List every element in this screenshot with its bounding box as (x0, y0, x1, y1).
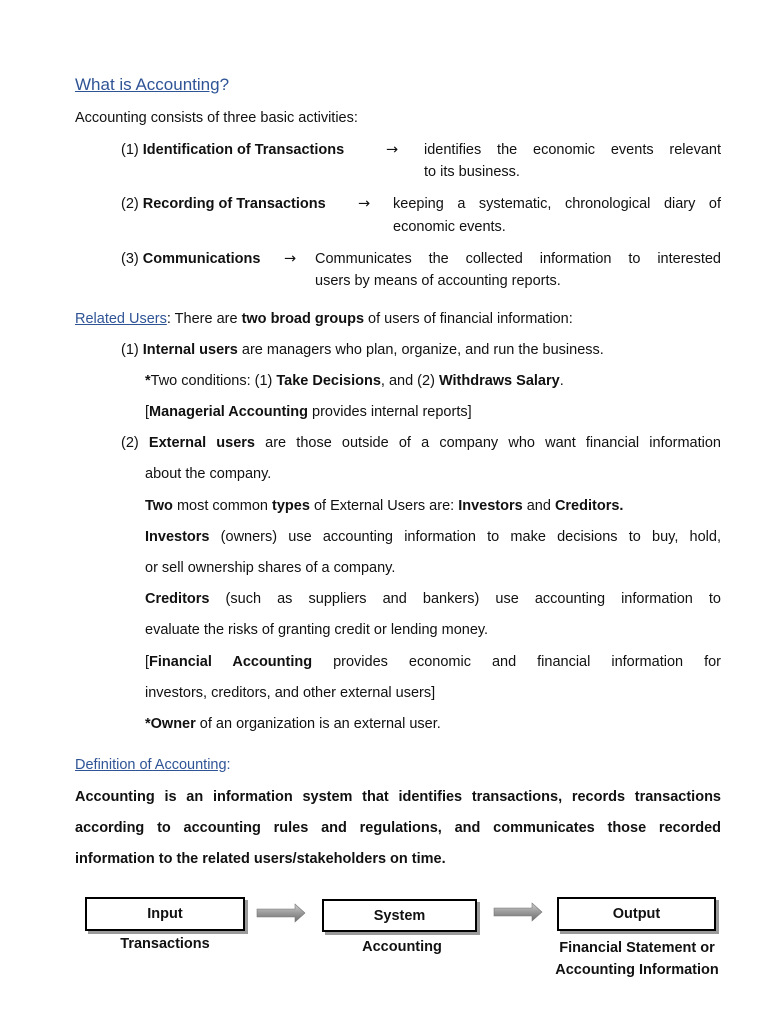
external-users-line: (2) External users are those outside of a company who want financial information (121, 435, 721, 451)
title-link: What is Accounting (75, 75, 220, 94)
financial-accounting-note: [Financial Accounting provides economic and financial information for (145, 654, 721, 670)
output-caption-1: Financial Statement or (559, 940, 715, 956)
investors-line-cont: or sell ownership shares of a company. (145, 560, 396, 576)
activity-3-term: (3) Communications (121, 251, 261, 267)
input-box: Input (85, 897, 245, 931)
definition-line-3: information to the related users/stakeholders on time. (75, 851, 446, 867)
creditors-line-cont: evaluate the risks of granting credit or lending money. (145, 622, 489, 638)
creditors-line: Creditors (such as suppliers and bankers) use accounting information to (145, 591, 721, 607)
financial-accounting-note-cont: investors, creditors, and other external users] (145, 685, 436, 701)
activity-3-desc-cont: users by means of accounting reports. (315, 273, 561, 289)
activity-2-desc-cont: economic events. (393, 219, 506, 235)
external-users-line-cont: about the company. (145, 466, 272, 482)
definition-line-1: Accounting is an information system that identifies transactions, records transactions (75, 789, 721, 805)
internal-users-line: (1) Internal users are managers who plan, organize, and run the business. (121, 342, 604, 358)
definition-heading: Definition of Accounting (75, 757, 227, 773)
output-box: Output (557, 897, 716, 931)
arrow-icon: → (284, 251, 297, 267)
managerial-accounting-note: [Managerial Accounting provides internal reports] (145, 404, 472, 420)
system-caption: Accounting (362, 939, 442, 955)
related-users-heading: Related Users (75, 311, 167, 327)
activity-2-desc: keeping a systematic, chronological diary of (393, 196, 721, 212)
flow-arrow-icon (492, 902, 544, 922)
system-box: System (322, 899, 477, 932)
input-caption: Transactions (120, 936, 210, 952)
external-types-line: Two most common types of External Users are: Investors and Creditors. (145, 498, 624, 514)
activity-2-term: (2) Recording of Transactions (121, 196, 326, 212)
activity-1-desc-cont: to its business. (424, 164, 520, 180)
owner-note: *Owner of an organization is an external user. (145, 716, 441, 732)
page-title: What is Accounting? (75, 75, 230, 94)
definition-line-2: according to accounting rules and regulations, and communicates those recorded (75, 820, 721, 836)
flow-arrow-icon (255, 903, 307, 923)
intro-text: Accounting consists of three basic activities: (75, 110, 358, 126)
investors-line: Investors (owners) use accounting information to make decisions to buy, hold, (145, 529, 721, 545)
output-caption-2: Accounting Information (555, 962, 719, 978)
arrow-icon: → (386, 142, 399, 158)
activity-1-term: (1) Identification of Transactions (121, 142, 345, 158)
activity-3-desc: Communicates the collected information to interested (315, 251, 721, 267)
arrow-icon: → (358, 196, 371, 212)
definition-heading-line: Definition of Accounting: (75, 757, 231, 773)
related-users-line: Related Users: There are two broad groups of users of financial information: (75, 311, 573, 327)
internal-conditions: *Two conditions: (1) Take Decisions, and (2) Withdraws Salary. (145, 373, 564, 389)
activity-1-desc: identifies the economic events relevant (424, 142, 721, 158)
